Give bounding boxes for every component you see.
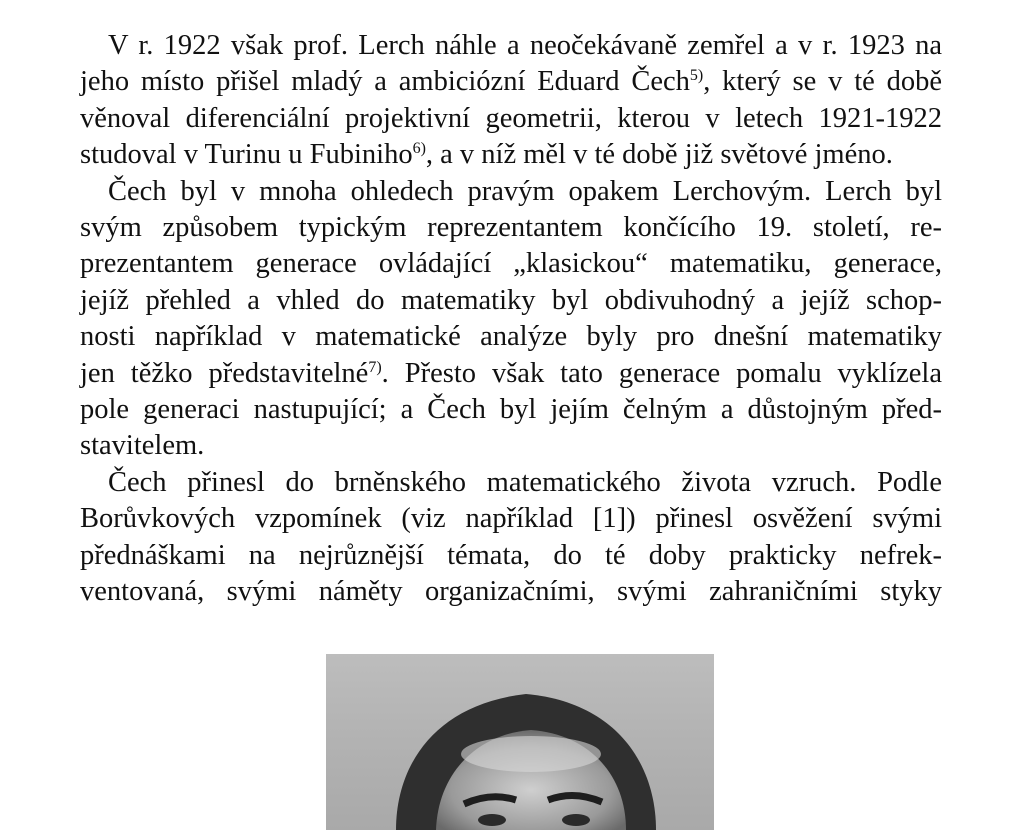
footnote-ref-7: 7) (368, 358, 382, 376)
text-line: Čech byl v mnoha ohledech pravým opakem Lerchovým. Lerch byl (108, 175, 942, 207)
eye-left (478, 814, 506, 826)
footnote-ref-6: 6) (412, 140, 426, 158)
portrait-photo-graphic (326, 654, 714, 830)
text-line: přednáškami na nejrůznější témata, do té doby prakticky nefrek- (80, 539, 942, 571)
forehead-highlight (461, 736, 601, 772)
text-line: ventovaná, svými náměty organizačními, svými zahraničními styky (80, 576, 942, 608)
text-line: Borůvkových vzpomínek (viz například [1]) přinesl osvěžení svými (80, 503, 942, 535)
eye-right (562, 814, 590, 826)
portrait-photo (326, 654, 714, 830)
footnote-ref-5: 5) (689, 67, 704, 85)
document-text (80, 28, 942, 611)
paragraph-1 (80, 28, 942, 174)
text-line: Čech přinesl do brněnského matematického života vzruch. Podle (108, 466, 942, 498)
text-line: jejíž přehled a vhled do matematiky byl obdivuhodný a jejíž schop- (80, 284, 942, 316)
paragraph-2 (80, 174, 942, 465)
text-line: nosti například v matematické analýze byly pro dnešní matematiky (80, 321, 942, 353)
text-line: věnoval diferenciální projektivní geometrii, kterou v letech 1921-1922 (80, 102, 942, 134)
text-line: jen těžko představitelné$^{7)}$. Přesto však tato generace pomalu vyklízela (80, 357, 942, 389)
text-line: prezentantem generace ovládající „klasickou“ matematiku, generace, (80, 248, 942, 280)
text-line: V r. 1922 však prof. Lerch náhle a neočekávaně zemřel a v r. 1923 na (108, 30, 942, 61)
paragraph-3 (80, 465, 942, 611)
text-line: pole generaci nastupující; a Čech byl jejím čelným a důstojným před- (80, 394, 942, 426)
text-line: stavitelem. (80, 430, 205, 462)
text-line: studoval v Turinu u Fubiniho$^{6)}$, a v níž měl v té době již světové jméno. (80, 139, 893, 171)
text-line: svým způsobem typickým reprezentantem končícího 19. století, re- (80, 212, 942, 244)
text-line: jeho místo přišel mladý a ambiciózní Eduard Čech$^{5)}$, který se v té době (80, 66, 942, 98)
